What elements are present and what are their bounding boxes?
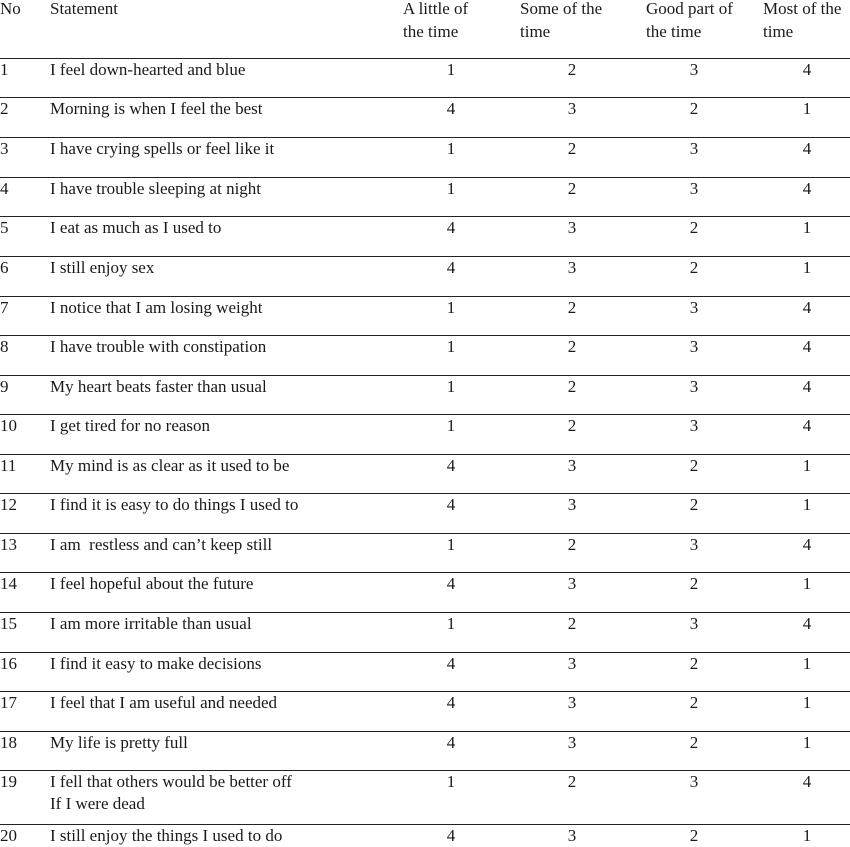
row-score: 1 bbox=[446, 139, 456, 158]
row-score: 1 bbox=[446, 772, 456, 791]
table-row bbox=[0, 97, 850, 137]
row-score: 3 bbox=[689, 416, 699, 435]
table-row bbox=[0, 414, 850, 454]
statement-line: I have crying spells or feel like it bbox=[50, 139, 275, 158]
header-some-of-the-time bbox=[520, 0, 602, 43]
header-statement: Statement bbox=[50, 0, 118, 18]
row-score: 2 bbox=[567, 614, 577, 633]
row-score: 4 bbox=[802, 416, 812, 435]
table-row bbox=[0, 454, 850, 493]
row-score: 1 bbox=[802, 99, 812, 118]
row-score: 3 bbox=[689, 614, 699, 633]
row-number: 10 bbox=[0, 416, 17, 435]
row-number: 1 bbox=[0, 60, 9, 79]
row-number: 13 bbox=[0, 535, 17, 554]
statement-line: I still enjoy the things I used to do bbox=[50, 826, 283, 845]
table-row bbox=[0, 731, 850, 770]
row-number: 17 bbox=[0, 693, 17, 712]
row-number: 3 bbox=[0, 139, 9, 158]
row-statement bbox=[50, 217, 221, 239]
row-statement bbox=[50, 297, 262, 319]
row-statement bbox=[50, 336, 266, 358]
row-number: 8 bbox=[0, 337, 9, 356]
row-score: 3 bbox=[567, 258, 577, 277]
row-score: 1 bbox=[446, 535, 456, 554]
row-score: 2 bbox=[689, 693, 699, 712]
header-line: Some of the bbox=[520, 0, 603, 18]
row-score: 2 bbox=[689, 456, 699, 475]
table-row bbox=[0, 335, 850, 375]
row-score: 2 bbox=[689, 574, 699, 593]
header-a-little-of-the-time bbox=[403, 0, 468, 43]
statement-line: I fell that others would be better off bbox=[50, 772, 292, 791]
row-number: 4 bbox=[0, 179, 9, 198]
row-score: 4 bbox=[446, 574, 456, 593]
header-line: Most of the bbox=[763, 0, 842, 18]
statement-line: I am restless and can’t keep still bbox=[50, 535, 273, 554]
statement-line: Morning is when I feel the best bbox=[50, 99, 263, 118]
statement-line: I find it is easy to do things I used to bbox=[50, 495, 299, 514]
row-score: 1 bbox=[802, 495, 812, 514]
row-score: 3 bbox=[567, 99, 577, 118]
table-row bbox=[0, 612, 850, 652]
table-row bbox=[0, 177, 850, 216]
statement-line: I find it easy to make decisions bbox=[50, 654, 262, 673]
row-number: 19 bbox=[0, 772, 17, 791]
row-score: 1 bbox=[446, 60, 456, 79]
row-score: 3 bbox=[689, 139, 699, 158]
header-most-of-the-time bbox=[763, 0, 841, 43]
row-statement bbox=[50, 98, 262, 120]
row-score: 2 bbox=[567, 298, 577, 317]
row-statement bbox=[50, 415, 210, 437]
row-statement bbox=[50, 825, 282, 847]
row-score: 2 bbox=[567, 337, 577, 356]
table-row bbox=[0, 58, 850, 97]
header-good-part-of-the-time bbox=[646, 0, 733, 43]
row-score: 4 bbox=[446, 826, 456, 845]
row-score: 4 bbox=[446, 495, 456, 514]
row-score: 4 bbox=[446, 733, 456, 752]
row-score: 3 bbox=[689, 377, 699, 396]
header-line: A little of bbox=[403, 0, 469, 18]
row-score: 3 bbox=[567, 826, 577, 845]
table-row bbox=[0, 572, 850, 612]
row-score: 1 bbox=[446, 298, 456, 317]
row-score: 2 bbox=[567, 377, 577, 396]
row-statement bbox=[50, 534, 272, 556]
row-statement bbox=[50, 59, 245, 81]
row-score: 3 bbox=[567, 733, 577, 752]
row-score: 4 bbox=[802, 179, 812, 198]
row-statement bbox=[50, 376, 267, 398]
row-number: 15 bbox=[0, 614, 17, 633]
row-score: 3 bbox=[689, 535, 699, 554]
row-number: 6 bbox=[0, 258, 9, 277]
row-score: 1 bbox=[802, 733, 812, 752]
row-number: 18 bbox=[0, 733, 17, 752]
header-line: the time bbox=[646, 22, 702, 41]
row-score: 4 bbox=[802, 337, 812, 356]
row-score: 3 bbox=[689, 60, 699, 79]
table-row bbox=[0, 770, 850, 824]
row-score: 3 bbox=[567, 218, 577, 237]
row-statement bbox=[50, 732, 188, 754]
statement-line: I eat as much as I used to bbox=[50, 218, 222, 237]
statement-line: I have trouble with constipation bbox=[50, 337, 267, 356]
row-score: 2 bbox=[567, 772, 577, 791]
row-statement bbox=[50, 494, 298, 516]
table-row bbox=[0, 216, 850, 256]
statement-line: I notice that I am losing weight bbox=[50, 298, 263, 317]
row-score: 1 bbox=[446, 337, 456, 356]
row-score: 4 bbox=[446, 693, 456, 712]
row-number: 11 bbox=[0, 456, 17, 475]
row-score: 4 bbox=[446, 456, 456, 475]
statement-line: My life is pretty full bbox=[50, 733, 188, 752]
statement-line: My heart beats faster than usual bbox=[50, 377, 267, 396]
row-score: 1 bbox=[802, 456, 812, 475]
header-line: the time bbox=[403, 22, 459, 41]
row-score: 4 bbox=[802, 60, 812, 79]
row-number: 16 bbox=[0, 654, 17, 673]
row-score: 1 bbox=[802, 258, 812, 277]
row-number: 20 bbox=[0, 826, 17, 845]
table-row bbox=[0, 533, 850, 572]
row-score: 3 bbox=[567, 456, 577, 475]
statement-line: I still enjoy sex bbox=[50, 258, 155, 277]
row-score: 3 bbox=[689, 179, 699, 198]
statement-line: If I were dead bbox=[50, 794, 145, 813]
row-score: 4 bbox=[802, 377, 812, 396]
row-number: 7 bbox=[0, 298, 9, 317]
row-number: 9 bbox=[0, 377, 9, 396]
statement-line: I feel down-hearted and blue bbox=[50, 60, 246, 79]
row-score: 3 bbox=[567, 693, 577, 712]
row-score: 2 bbox=[689, 99, 699, 118]
row-score: 4 bbox=[446, 654, 456, 673]
row-score: 2 bbox=[567, 416, 577, 435]
row-score: 2 bbox=[689, 826, 699, 845]
row-statement bbox=[50, 771, 292, 815]
row-score: 1 bbox=[802, 826, 812, 845]
table-row bbox=[0, 256, 850, 296]
row-score: 1 bbox=[446, 416, 456, 435]
statement-line: I feel hopeful about the future bbox=[50, 574, 254, 593]
row-statement bbox=[50, 573, 253, 595]
row-statement bbox=[50, 138, 274, 160]
row-score: 4 bbox=[802, 614, 812, 633]
row-statement bbox=[50, 613, 252, 635]
table-row bbox=[0, 691, 850, 731]
row-score: 1 bbox=[802, 693, 812, 712]
header-no: No bbox=[0, 0, 21, 18]
row-statement bbox=[50, 692, 277, 714]
row-score: 2 bbox=[689, 733, 699, 752]
table-row bbox=[0, 493, 850, 533]
row-score: 4 bbox=[802, 298, 812, 317]
row-score: 2 bbox=[567, 535, 577, 554]
row-score: 1 bbox=[802, 218, 812, 237]
table-row bbox=[0, 296, 850, 335]
row-score: 4 bbox=[802, 139, 812, 158]
header-line: time bbox=[763, 22, 794, 41]
row-score: 3 bbox=[689, 337, 699, 356]
row-score: 2 bbox=[567, 60, 577, 79]
table-row bbox=[0, 824, 850, 845]
row-number: 12 bbox=[0, 495, 17, 514]
row-statement bbox=[50, 178, 261, 200]
row-score: 3 bbox=[689, 772, 699, 791]
row-score: 4 bbox=[446, 218, 456, 237]
row-score: 1 bbox=[802, 574, 812, 593]
row-score: 4 bbox=[446, 258, 456, 277]
row-score: 1 bbox=[802, 654, 812, 673]
statement-line: I am more irritable than usual bbox=[50, 614, 252, 633]
header-line: Good part of bbox=[646, 0, 733, 18]
statement-line: I have trouble sleeping at night bbox=[50, 179, 262, 198]
row-number: 5 bbox=[0, 218, 9, 237]
row-score: 2 bbox=[567, 179, 577, 198]
row-score: 1 bbox=[446, 614, 456, 633]
statement-line: I get tired for no reason bbox=[50, 416, 211, 435]
table-row bbox=[0, 652, 850, 691]
table-row bbox=[0, 375, 850, 414]
row-score: 3 bbox=[567, 654, 577, 673]
row-score: 3 bbox=[689, 298, 699, 317]
row-score: 1 bbox=[446, 377, 456, 396]
row-number: 14 bbox=[0, 574, 17, 593]
row-statement bbox=[50, 653, 262, 675]
row-score: 2 bbox=[689, 495, 699, 514]
row-statement bbox=[50, 455, 289, 477]
row-score: 3 bbox=[567, 574, 577, 593]
header-line: time bbox=[520, 22, 551, 41]
statement-line: My mind is as clear as it used to be bbox=[50, 456, 290, 475]
table-row bbox=[0, 137, 850, 177]
statement-line: I feel that I am useful and needed bbox=[50, 693, 278, 712]
table-header bbox=[0, 0, 850, 58]
row-score: 1 bbox=[446, 179, 456, 198]
row-statement bbox=[50, 257, 154, 279]
row-score: 4 bbox=[802, 535, 812, 554]
row-number: 2 bbox=[0, 99, 9, 118]
row-score: 2 bbox=[689, 218, 699, 237]
row-score: 4 bbox=[446, 99, 456, 118]
row-score: 2 bbox=[689, 258, 699, 277]
row-score: 2 bbox=[689, 654, 699, 673]
row-score: 3 bbox=[567, 495, 577, 514]
row-score: 4 bbox=[802, 772, 812, 791]
row-score: 2 bbox=[567, 139, 577, 158]
